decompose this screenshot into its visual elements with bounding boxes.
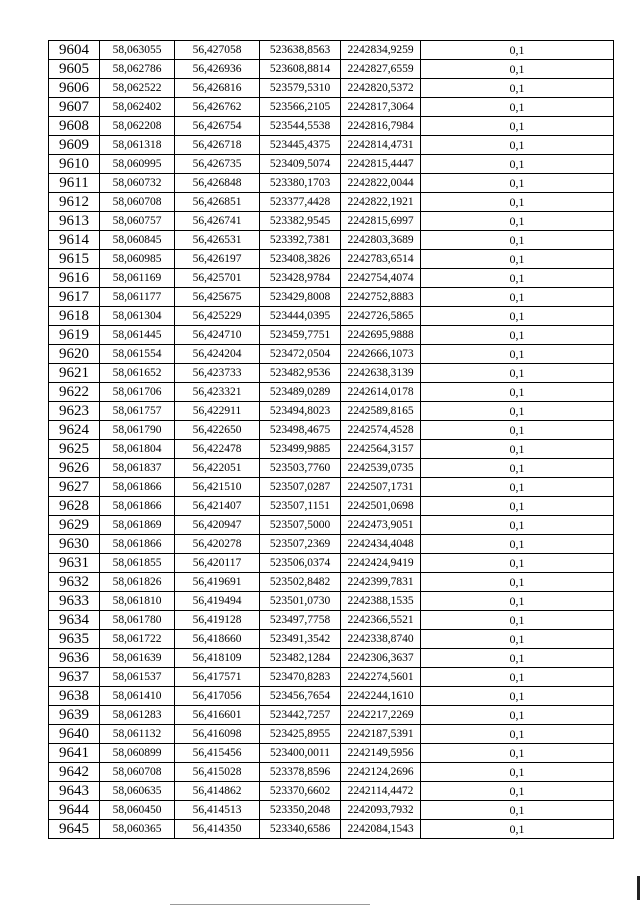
coord-y-cell: 2242638,3139 — [341, 364, 421, 383]
coord-x-cell: 523482,1284 — [260, 649, 341, 668]
table-row — [49, 98, 614, 117]
table-row — [49, 440, 614, 459]
point-number-cell: 9606 — [49, 79, 100, 98]
point-number-cell: 9639 — [49, 706, 100, 725]
coord-a-cell: 58,061554 — [100, 345, 175, 364]
table-row — [49, 459, 614, 478]
table-row — [49, 117, 614, 136]
table-row — [49, 288, 614, 307]
value-cell: 0,1 — [421, 307, 614, 326]
value-cell: 0,1 — [421, 763, 614, 782]
coord-b-cell: 56,426851 — [175, 193, 260, 212]
coord-b-cell: 56,426197 — [175, 250, 260, 269]
coord-b-cell: 56,425701 — [175, 269, 260, 288]
coord-y-cell: 2242366,5521 — [341, 611, 421, 630]
coord-y-cell: 2242695,9888 — [341, 326, 421, 345]
coord-x-cell: 523459,7751 — [260, 326, 341, 345]
coord-b-cell: 56,417571 — [175, 668, 260, 687]
coord-y-cell: 2242149,5956 — [341, 744, 421, 763]
coord-y-cell: 2242752,8883 — [341, 288, 421, 307]
coord-a-cell: 58,061804 — [100, 440, 175, 459]
value-cell: 0,1 — [421, 820, 614, 839]
point-number-cell: 9608 — [49, 117, 100, 136]
coord-b-cell: 56,426816 — [175, 79, 260, 98]
value-cell: 0,1 — [421, 611, 614, 630]
coord-y-cell: 2242306,3637 — [341, 649, 421, 668]
table-row — [49, 554, 614, 573]
coord-b-cell: 56,414350 — [175, 820, 260, 839]
coord-y-cell: 2242473,9051 — [341, 516, 421, 535]
coord-x-cell: 523392,7381 — [260, 231, 341, 250]
coord-a-cell: 58,062786 — [100, 60, 175, 79]
value-cell: 0,1 — [421, 193, 614, 212]
table-row — [49, 250, 614, 269]
point-number-cell: 9625 — [49, 440, 100, 459]
coord-x-cell: 523456,7654 — [260, 687, 341, 706]
table-row — [49, 402, 614, 421]
coord-y-cell: 2242564,3157 — [341, 440, 421, 459]
coord-y-cell: 2242434,4048 — [341, 535, 421, 554]
coord-b-cell: 56,424710 — [175, 326, 260, 345]
coord-x-cell: 523502,8482 — [260, 573, 341, 592]
coord-a-cell: 58,061790 — [100, 421, 175, 440]
coord-a-cell: 58,061652 — [100, 364, 175, 383]
table-row — [49, 611, 614, 630]
point-number-cell: 9618 — [49, 307, 100, 326]
coord-b-cell: 56,419128 — [175, 611, 260, 630]
coord-b-cell: 56,426718 — [175, 136, 260, 155]
table-row — [49, 763, 614, 782]
coord-x-cell: 523429,8008 — [260, 288, 341, 307]
coord-y-cell: 2242093,7932 — [341, 801, 421, 820]
coord-a-cell: 58,061177 — [100, 288, 175, 307]
point-number-cell: 9642 — [49, 763, 100, 782]
table-row — [49, 497, 614, 516]
coord-x-cell: 523507,5000 — [260, 516, 341, 535]
value-cell: 0,1 — [421, 573, 614, 592]
point-number-cell: 9605 — [49, 60, 100, 79]
coord-b-cell: 56,414862 — [175, 782, 260, 801]
table-row — [49, 782, 614, 801]
point-number-cell: 9635 — [49, 630, 100, 649]
coord-x-cell: 523444,0395 — [260, 307, 341, 326]
coord-a-cell: 58,061810 — [100, 592, 175, 611]
point-number-cell: 9632 — [49, 573, 100, 592]
value-cell: 0,1 — [421, 497, 614, 516]
table-row — [49, 212, 614, 231]
coord-y-cell: 2242814,4731 — [341, 136, 421, 155]
coord-y-cell: 2242388,1535 — [341, 592, 421, 611]
coord-a-cell: 58,061537 — [100, 668, 175, 687]
value-cell: 0,1 — [421, 516, 614, 535]
table-row — [49, 231, 614, 250]
coord-a-cell: 58,061445 — [100, 326, 175, 345]
coord-b-cell: 56,417056 — [175, 687, 260, 706]
table-row — [49, 383, 614, 402]
coord-a-cell: 58,061318 — [100, 136, 175, 155]
coord-a-cell: 58,061780 — [100, 611, 175, 630]
value-cell: 0,1 — [421, 402, 614, 421]
value-cell: 0,1 — [421, 649, 614, 668]
point-number-cell: 9609 — [49, 136, 100, 155]
coord-x-cell: 523489,0289 — [260, 383, 341, 402]
value-cell: 0,1 — [421, 174, 614, 193]
coord-b-cell: 56,423321 — [175, 383, 260, 402]
coord-x-cell: 523507,2369 — [260, 535, 341, 554]
coord-a-cell: 58,061855 — [100, 554, 175, 573]
value-cell: 0,1 — [421, 801, 614, 820]
value-cell: 0,1 — [421, 41, 614, 60]
table-row — [49, 649, 614, 668]
coord-b-cell: 56,414513 — [175, 801, 260, 820]
coord-a-cell: 58,061283 — [100, 706, 175, 725]
value-cell: 0,1 — [421, 554, 614, 573]
coord-a-cell: 58,060365 — [100, 820, 175, 839]
table-row — [49, 668, 614, 687]
value-cell: 0,1 — [421, 269, 614, 288]
coord-x-cell: 523370,6602 — [260, 782, 341, 801]
coord-x-cell: 523442,7257 — [260, 706, 341, 725]
coord-b-cell: 56,422478 — [175, 440, 260, 459]
value-cell: 0,1 — [421, 364, 614, 383]
point-number-cell: 9641 — [49, 744, 100, 763]
coord-b-cell: 56,426936 — [175, 60, 260, 79]
coord-a-cell: 58,062402 — [100, 98, 175, 117]
table-row — [49, 630, 614, 649]
table-row — [49, 573, 614, 592]
point-number-cell: 9627 — [49, 478, 100, 497]
coord-x-cell: 523378,8596 — [260, 763, 341, 782]
coord-a-cell: 58,060708 — [100, 193, 175, 212]
coord-y-cell: 2242815,4447 — [341, 155, 421, 174]
coord-x-cell: 523382,9545 — [260, 212, 341, 231]
value-cell: 0,1 — [421, 592, 614, 611]
point-number-cell: 9631 — [49, 554, 100, 573]
coord-x-cell: 523491,3542 — [260, 630, 341, 649]
table-body — [49, 41, 614, 839]
value-cell: 0,1 — [421, 79, 614, 98]
coord-x-cell: 523503,7760 — [260, 459, 341, 478]
coord-y-cell: 2242820,5372 — [341, 79, 421, 98]
coord-a-cell: 58,061132 — [100, 725, 175, 744]
coord-b-cell: 56,419691 — [175, 573, 260, 592]
table-row — [49, 592, 614, 611]
point-number-cell: 9640 — [49, 725, 100, 744]
coord-y-cell: 2242754,4074 — [341, 269, 421, 288]
point-number-cell: 9645 — [49, 820, 100, 839]
coord-a-cell: 58,061826 — [100, 573, 175, 592]
coord-x-cell: 523428,9784 — [260, 269, 341, 288]
value-cell: 0,1 — [421, 231, 614, 250]
coord-y-cell: 2242217,2269 — [341, 706, 421, 725]
coord-y-cell: 2242589,8165 — [341, 402, 421, 421]
point-number-cell: 9617 — [49, 288, 100, 307]
coord-x-cell: 523482,9536 — [260, 364, 341, 383]
value-cell: 0,1 — [421, 440, 614, 459]
coord-y-cell: 2242274,5601 — [341, 668, 421, 687]
point-number-cell: 9626 — [49, 459, 100, 478]
coord-x-cell: 523498,4675 — [260, 421, 341, 440]
coordinates-table — [48, 40, 614, 839]
coord-x-cell: 523507,0287 — [260, 478, 341, 497]
table-row — [49, 136, 614, 155]
coord-a-cell: 58,061757 — [100, 402, 175, 421]
coord-y-cell: 2242187,5391 — [341, 725, 421, 744]
point-number-cell: 9634 — [49, 611, 100, 630]
coord-a-cell: 58,061639 — [100, 649, 175, 668]
coord-y-cell: 2242783,6514 — [341, 250, 421, 269]
coord-b-cell: 56,420117 — [175, 554, 260, 573]
point-number-cell: 9643 — [49, 782, 100, 801]
coord-a-cell: 58,060845 — [100, 231, 175, 250]
coord-x-cell: 523408,3826 — [260, 250, 341, 269]
table-row — [49, 820, 614, 839]
coord-y-cell: 2242817,3064 — [341, 98, 421, 117]
coord-b-cell: 56,426531 — [175, 231, 260, 250]
table-row — [49, 307, 614, 326]
table-row — [49, 744, 614, 763]
coord-b-cell: 56,424204 — [175, 345, 260, 364]
coord-b-cell: 56,427058 — [175, 41, 260, 60]
coord-y-cell: 2242244,1610 — [341, 687, 421, 706]
coord-a-cell: 58,061169 — [100, 269, 175, 288]
coord-b-cell: 56,422650 — [175, 421, 260, 440]
coord-y-cell: 2242666,1073 — [341, 345, 421, 364]
value-cell: 0,1 — [421, 345, 614, 364]
table-row — [49, 326, 614, 345]
coord-x-cell: 523377,4428 — [260, 193, 341, 212]
coord-a-cell: 58,060757 — [100, 212, 175, 231]
value-cell: 0,1 — [421, 535, 614, 554]
value-cell: 0,1 — [421, 326, 614, 345]
coord-x-cell: 523340,6586 — [260, 820, 341, 839]
coord-y-cell: 2242084,1543 — [341, 820, 421, 839]
table-row — [49, 41, 614, 60]
point-number-cell: 9624 — [49, 421, 100, 440]
coord-y-cell: 2242815,6997 — [341, 212, 421, 231]
coord-a-cell: 58,063055 — [100, 41, 175, 60]
value-cell: 0,1 — [421, 782, 614, 801]
coord-y-cell: 2242539,0735 — [341, 459, 421, 478]
table-row — [49, 725, 614, 744]
coord-y-cell: 2242424,9419 — [341, 554, 421, 573]
coord-x-cell: 523380,1703 — [260, 174, 341, 193]
coord-y-cell: 2242399,7831 — [341, 573, 421, 592]
point-number-cell: 9615 — [49, 250, 100, 269]
coord-y-cell: 2242501,0698 — [341, 497, 421, 516]
coord-y-cell: 2242338,8740 — [341, 630, 421, 649]
point-number-cell: 9629 — [49, 516, 100, 535]
value-cell: 0,1 — [421, 288, 614, 307]
point-number-cell: 9604 — [49, 41, 100, 60]
table-row — [49, 155, 614, 174]
coord-a-cell: 58,061304 — [100, 307, 175, 326]
coord-y-cell: 2242114,4472 — [341, 782, 421, 801]
coord-a-cell: 58,061866 — [100, 535, 175, 554]
coord-x-cell: 523499,9885 — [260, 440, 341, 459]
point-number-cell: 9611 — [49, 174, 100, 193]
coord-a-cell: 58,061866 — [100, 478, 175, 497]
coord-a-cell: 58,060995 — [100, 155, 175, 174]
coord-y-cell: 2242803,3689 — [341, 231, 421, 250]
coord-x-cell: 523638,8563 — [260, 41, 341, 60]
coord-b-cell: 56,423733 — [175, 364, 260, 383]
coord-x-cell: 523544,5538 — [260, 117, 341, 136]
coord-b-cell: 56,421407 — [175, 497, 260, 516]
coord-b-cell: 56,418109 — [175, 649, 260, 668]
table-row — [49, 687, 614, 706]
table-row — [49, 516, 614, 535]
point-number-cell: 9612 — [49, 193, 100, 212]
table-row — [49, 421, 614, 440]
table-row — [49, 79, 614, 98]
point-number-cell: 9633 — [49, 592, 100, 611]
coord-a-cell: 58,060708 — [100, 763, 175, 782]
coord-b-cell: 56,416601 — [175, 706, 260, 725]
value-cell: 0,1 — [421, 478, 614, 497]
value-cell: 0,1 — [421, 155, 614, 174]
coord-a-cell: 58,061866 — [100, 497, 175, 516]
table-row — [49, 706, 614, 725]
coord-y-cell: 2242822,0044 — [341, 174, 421, 193]
coord-a-cell: 58,062522 — [100, 79, 175, 98]
value-cell: 0,1 — [421, 212, 614, 231]
point-number-cell: 9619 — [49, 326, 100, 345]
coord-y-cell: 2242816,7984 — [341, 117, 421, 136]
coord-b-cell: 56,426848 — [175, 174, 260, 193]
value-cell: 0,1 — [421, 706, 614, 725]
coord-x-cell: 523425,8955 — [260, 725, 341, 744]
coord-a-cell: 58,061410 — [100, 687, 175, 706]
value-cell: 0,1 — [421, 117, 614, 136]
coord-b-cell: 56,425229 — [175, 307, 260, 326]
coord-x-cell: 523497,7758 — [260, 611, 341, 630]
coord-b-cell: 56,421510 — [175, 478, 260, 497]
point-number-cell: 9621 — [49, 364, 100, 383]
value-cell: 0,1 — [421, 421, 614, 440]
coord-y-cell: 2242574,4528 — [341, 421, 421, 440]
coord-x-cell: 523350,2048 — [260, 801, 341, 820]
table-row — [49, 60, 614, 79]
coord-a-cell: 58,061869 — [100, 516, 175, 535]
point-number-cell: 9616 — [49, 269, 100, 288]
coord-b-cell: 56,426741 — [175, 212, 260, 231]
value-cell: 0,1 — [421, 250, 614, 269]
point-number-cell: 9644 — [49, 801, 100, 820]
point-number-cell: 9637 — [49, 668, 100, 687]
coord-y-cell: 2242124,2696 — [341, 763, 421, 782]
value-cell: 0,1 — [421, 744, 614, 763]
coord-x-cell: 523470,8283 — [260, 668, 341, 687]
coord-y-cell: 2242614,0178 — [341, 383, 421, 402]
coord-b-cell: 56,419494 — [175, 592, 260, 611]
value-cell: 0,1 — [421, 459, 614, 478]
coord-a-cell: 58,060899 — [100, 744, 175, 763]
coord-y-cell: 2242507,1731 — [341, 478, 421, 497]
coord-b-cell: 56,422051 — [175, 459, 260, 478]
coord-y-cell: 2242834,9259 — [341, 41, 421, 60]
coord-b-cell: 56,416098 — [175, 725, 260, 744]
coord-b-cell: 56,420947 — [175, 516, 260, 535]
coord-y-cell: 2242822,1921 — [341, 193, 421, 212]
coord-x-cell: 523507,1151 — [260, 497, 341, 516]
coord-b-cell: 56,426762 — [175, 98, 260, 117]
coord-b-cell: 56,415456 — [175, 744, 260, 763]
coord-b-cell: 56,426754 — [175, 117, 260, 136]
coord-x-cell: 523501,0730 — [260, 592, 341, 611]
coord-x-cell: 523445,4375 — [260, 136, 341, 155]
coord-y-cell: 2242726,5865 — [341, 307, 421, 326]
table-row — [49, 535, 614, 554]
value-cell: 0,1 — [421, 383, 614, 402]
coord-b-cell: 56,418660 — [175, 630, 260, 649]
coord-x-cell: 523409,5074 — [260, 155, 341, 174]
value-cell: 0,1 — [421, 687, 614, 706]
coord-b-cell: 56,420278 — [175, 535, 260, 554]
point-number-cell: 9622 — [49, 383, 100, 402]
coord-a-cell: 58,060450 — [100, 801, 175, 820]
point-number-cell: 9610 — [49, 155, 100, 174]
point-number-cell: 9613 — [49, 212, 100, 231]
value-cell: 0,1 — [421, 98, 614, 117]
point-number-cell: 9614 — [49, 231, 100, 250]
coord-a-cell: 58,060635 — [100, 782, 175, 801]
coord-x-cell: 523506,0374 — [260, 554, 341, 573]
coord-b-cell: 56,425675 — [175, 288, 260, 307]
point-number-cell: 9623 — [49, 402, 100, 421]
point-number-cell: 9628 — [49, 497, 100, 516]
point-number-cell: 9630 — [49, 535, 100, 554]
coord-b-cell: 56,422911 — [175, 402, 260, 421]
coord-y-cell: 2242827,6559 — [341, 60, 421, 79]
table-row — [49, 478, 614, 497]
coord-b-cell: 56,426735 — [175, 155, 260, 174]
table-row — [49, 193, 614, 212]
value-cell: 0,1 — [421, 630, 614, 649]
coord-x-cell: 523400,0011 — [260, 744, 341, 763]
table-row — [49, 269, 614, 288]
point-number-cell: 9620 — [49, 345, 100, 364]
coord-x-cell: 523566,2105 — [260, 98, 341, 117]
table-row — [49, 801, 614, 820]
table-row — [49, 345, 614, 364]
coord-x-cell: 523472,0504 — [260, 345, 341, 364]
value-cell: 0,1 — [421, 668, 614, 687]
coord-a-cell: 58,061706 — [100, 383, 175, 402]
coord-b-cell: 56,415028 — [175, 763, 260, 782]
coord-a-cell: 58,062208 — [100, 117, 175, 136]
coord-a-cell: 58,060732 — [100, 174, 175, 193]
point-number-cell: 9638 — [49, 687, 100, 706]
coord-x-cell: 523494,8023 — [260, 402, 341, 421]
coord-a-cell: 58,061722 — [100, 630, 175, 649]
coord-x-cell: 523579,5310 — [260, 79, 341, 98]
value-cell: 0,1 — [421, 136, 614, 155]
value-cell: 0,1 — [421, 725, 614, 744]
coord-a-cell: 58,061837 — [100, 459, 175, 478]
table-row — [49, 174, 614, 193]
value-cell: 0,1 — [421, 60, 614, 79]
coord-a-cell: 58,060985 — [100, 250, 175, 269]
coord-x-cell: 523608,8814 — [260, 60, 341, 79]
point-number-cell: 9636 — [49, 649, 100, 668]
point-number-cell: 9607 — [49, 98, 100, 117]
table-row — [49, 364, 614, 383]
